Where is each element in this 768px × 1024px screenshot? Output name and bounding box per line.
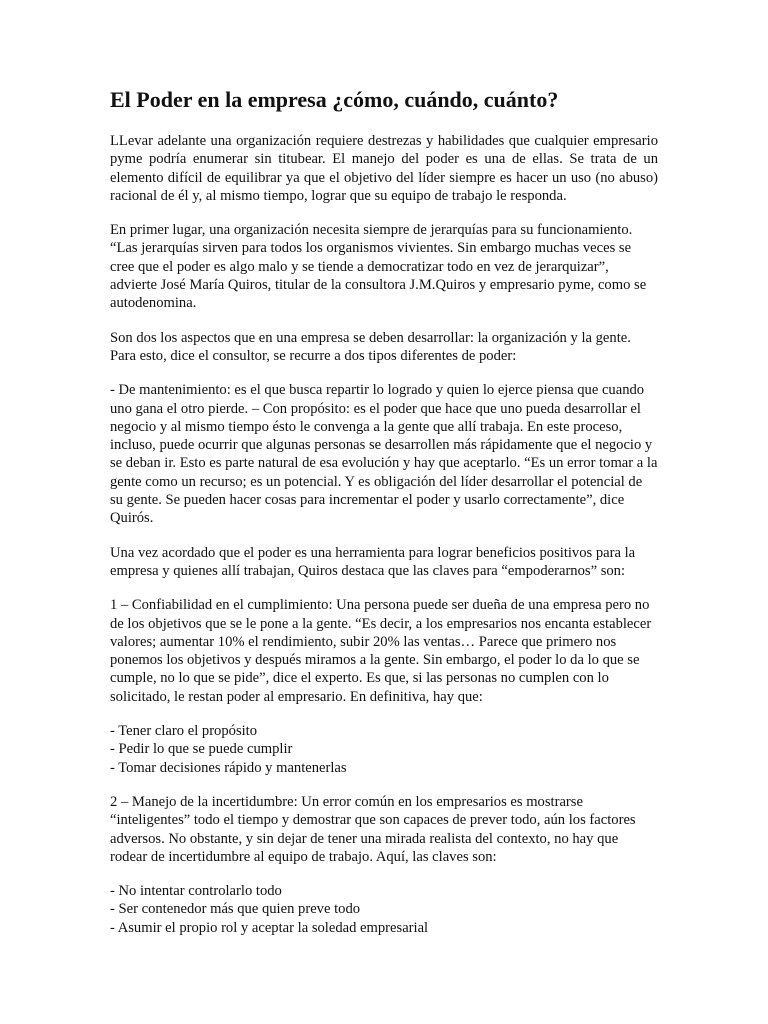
paragraph-reliability: 1 – Confiabilidad en el cumplimiento: Una persona puede ser dueña de una empresa pero no de los objetivos que se le pone a la gente. “Es decir, a los empresarios nos encanta establecer valores; aumentar 10% el rendimiento, subir 20% las ventas… Parece que primero nos ponemos los objetivos y después miramos a la gente. Sin embargo, el poder lo da lo que se cumple, no lo que se pide”, dice el experto. Es que, si las personas no cumplen con lo solicitado, le restan poder al empresario. En definitiva, hay que:	[110, 597, 652, 705]
list-item: - Tomar decisiones rápido y mantenerlas	[110, 759, 347, 776]
reliability-list	[110, 722, 658, 777]
paragraph-uncertainty: 2 – Manejo de la incertidumbre: Un error común en los empresarios es mostrarse “inteligentes” todo el tiempo y demostrar que son capaces de prever todo, aún los factores adversos. No obstante, y sin dejar de tener una mirada realista del contexto, no hay que rodear de incertidumbre al equipo de trabajo. Aquí, las claves son:	[110, 793, 636, 865]
paragraph-hierarchies: En primer lugar, una organización necesita siempre de jerarquías para su funcionamiento. “Las jerarquías sirven para todos los organismos vivientes. Sin embargo muchas veces se cree que el poder es algo malo y se tiende a democratizar todo en vez de jerarquizar”, advierte José María Quiros, titular de la consultora J.M.Quiros y empresario pyme, como se autodenomina.	[110, 222, 647, 312]
list-item: - Ser contenedor más que quien preve todo	[110, 901, 361, 918]
uncertainty-list	[110, 882, 658, 937]
paragraph-power-types: - De mantenimiento: es el que busca repartir lo logrado y quien lo ejerce piensa que cuando uno gana el otro pierde. – Con propósito: es el poder que hace que uno pueda desarrollar el negocio y al mismo tiempo ésto le convenga a la gente que allí trabaja. En este proceso, incluso, puede ocurrir que algunas personas se desarrollen más rápidamente que el negocio y se deban ir. Esto es parte natural de esa evolución y hay que aceptarlo. “Es un error tomar a la gente como un recurso; es un potencial. Y es obligación del líder desarrollar el potencial de su gente. Se pueden hacer cosas para incrementar el poder y usarlo correctamente”, dice Quirós.	[110, 382, 658, 527]
document-page	[110, 86, 658, 953]
list-item: - Pedir lo que se puede cumplir	[110, 741, 293, 758]
list-item: - Asumir el propio rol y aceptar la soledad empresarial	[110, 919, 429, 936]
list-item: - Tener claro el propósito	[110, 723, 258, 740]
paragraph-two-aspects: Son dos los aspectos que en una empresa se deben desarrollar: la organización y la gente. Para esto, dice el consultor, se recurre a dos tipos diferentes de poder:	[110, 329, 631, 364]
list-item: - No intentar controlarlo todo	[110, 883, 282, 900]
document-title: El Poder en la empresa ¿cómo, cuándo, cuánto?	[110, 87, 559, 112]
paragraph-keys-intro: Una vez acordado que el poder es una herramienta para lograr beneficios positivos para la empresa y quienes allí trabajan, Quiros destaca que las claves para “empoderarnos” son:	[110, 544, 636, 579]
paragraph-intro: LLevar adelante una organización requiere destrezas y habilidades que cualquier empresario pyme podría enumerar sin titubear. El manejo del poder es una de ellas. Se trata de un elemento difícil de equilibrar ya que el objetivo del líder siempre es hacer un uso (no abuso) racional de él y, al mismo tiempo, lograr que su equipo de trabajo le responda.	[110, 133, 658, 204]
